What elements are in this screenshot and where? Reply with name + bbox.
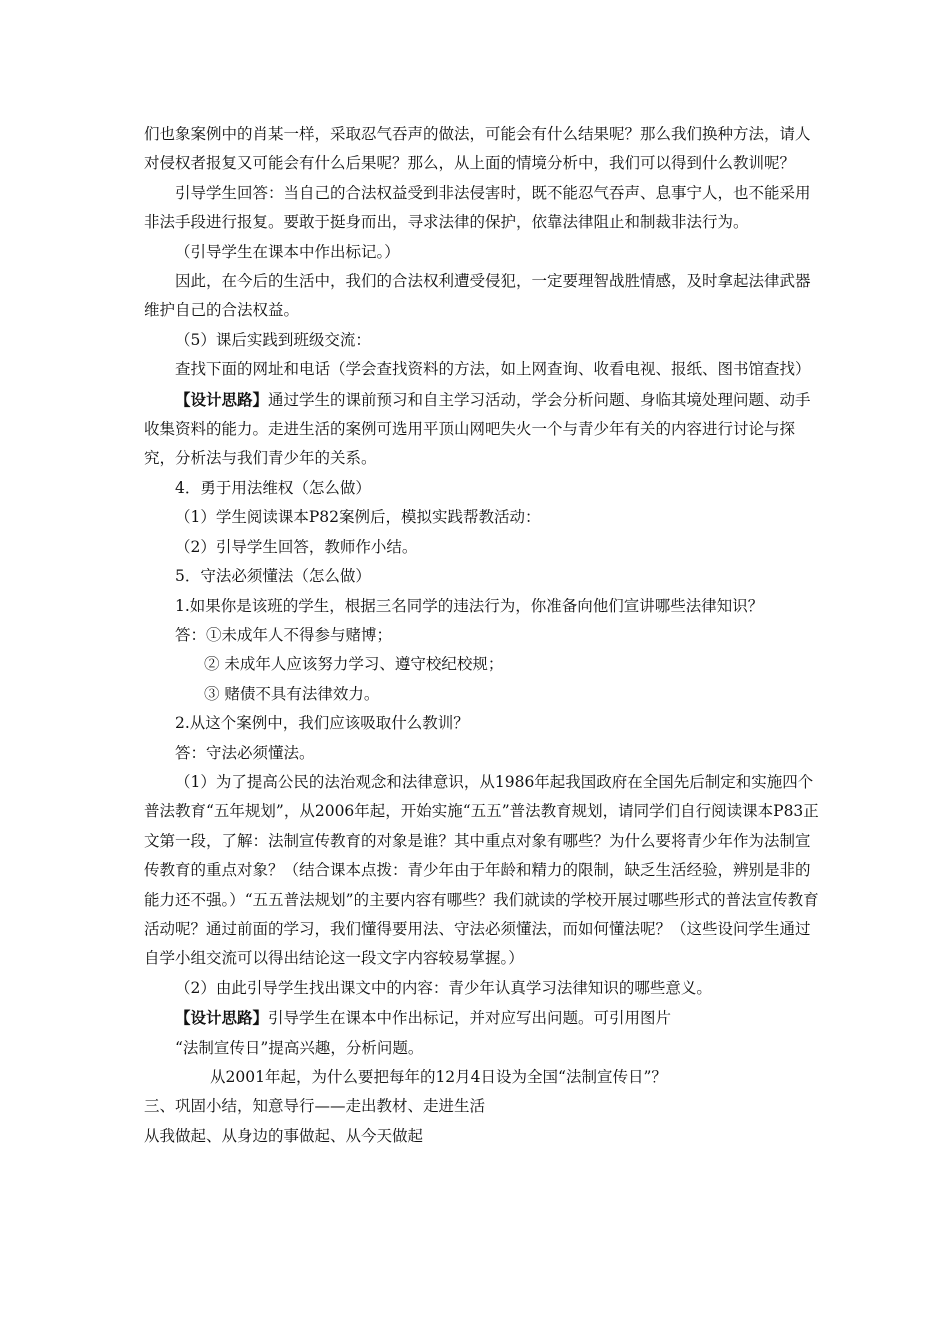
paragraph-lookup: 查找下面的网址和电话（学会查找资料的方法，如上网查询、收看电视、报纸、图书馆查找）	[175, 360, 811, 379]
paragraph-4-2: （2）引导学生回答，教师作小结。	[175, 537, 418, 556]
paragraph-mark-note: （引导学生在课本中作出标记。）	[175, 242, 400, 261]
design-idea-label: 【设计思路】	[175, 1008, 269, 1028]
design-idea-text: 引导学生在课本中作出标记，并对应写出问题。可引用图片	[268, 1009, 672, 1028]
paragraph-design-idea-2	[144, 1003, 824, 1033]
heading-part-3: 三、巩固小结，知意导行——走出教材、走进生活	[144, 1097, 486, 1116]
paragraph-closing: 从我做起、从身边的事做起、从今天做起	[144, 1126, 424, 1145]
paragraph-guided-answer: 引导学生回答：当自己的合法权益受到非法侵害时，既不能忍气吞声、息事宁人，也不能采用非法手段进行报复。要敢于挺身而出，寻求法律的保护，依靠法律阻止和制裁非法行为。	[144, 183, 811, 232]
design-idea-text: 通过学生的课前预习和自主学习活动，学会分析问题、身临其境处理问题、动手收集资料的能力。走进生活的案例可选用平顶山网吧失火一个与青少年有关的内容进行讨论与探究，分析法与我们青少年的关系。	[144, 390, 811, 468]
paragraph-design-idea-1	[144, 385, 824, 474]
paragraph-5-1: （1）为了提高公民的法治观念和法律意识，从1986年起我国政府在全国先后制定和实施四个普法教育“五年规划”，从2006年起，开始实施“五五”普法教育规划，请同学们自行阅读课本P83正文第一段，了解：法制宣传教育的对象是谁？其中重点对象有哪些？为什么要将青少年作为法制宣传教育的重点对象？（结合课本点拨：青少年由于年龄和精力的限制，缺乏生活经验，辨别是非的能力还不强。）“五五普法规划”的主要内容有哪些？我们就读的学校开展过哪些形式的普法宣传教育活动呢？通过前面的学习，我们懂得要用法、守法必须懂法，而如何懂法呢？（这些设问学生通过自学小组交流可以得出结论这一段文字内容较易掌握。）	[144, 772, 819, 968]
heading-section-4: 4．勇于用法维权（怎么做）	[175, 478, 371, 497]
paragraph-5-2: （2）由此引导学生找出课文中的内容：青少年认真学习法律知识的哪些意义。	[175, 978, 712, 997]
paragraph-practice-5: （5）课后实践到班级交流：	[175, 330, 371, 349]
answer-1-item-3: ③ 赌债不具有法律效力。	[204, 684, 380, 703]
answer-1-item-1: 答：①未成年人不得参与赌博；	[175, 625, 393, 644]
paragraph-law-day-question: 从2001年起，为什么要把每年的12月4日设为全国“法制宣传日”？	[210, 1068, 667, 1086]
document-body	[144, 120, 824, 1151]
heading-section-5: 5．守法必须懂法（怎么做）	[175, 567, 371, 586]
question-1: 1.如果你是该班的学生，根据三名同学的违法行为，你准备向他们宣讲哪些法律知识？	[175, 596, 764, 615]
answer-1-item-2: ② 未成年人应该努力学习、遵守校纪校规；	[204, 655, 504, 674]
answer-2: 答：守法必须懂法。	[175, 743, 315, 762]
question-2: 2.从这个案例中，我们应该吸取什么教训？	[175, 714, 469, 733]
paragraph-therefore: 因此，在今后的生活中，我们的合法权利遭受侵犯，一定要理智战胜情感，及时拿起法律武器维护自己的合法权益。	[144, 272, 811, 320]
paragraph-continued-question: 们也象案例中的肖某一样，采取忍气吞声的做法，可能会有什么结果呢？那么我们换种方法，请人对侵权者报复又可能会有什么后果呢？那么，从上面的情境分析中，我们可以得到什么教训呢？	[144, 125, 811, 173]
paragraph-law-day: “法制宣传日”提高兴趣，分析问题。	[175, 1038, 424, 1057]
paragraph-4-1: （1）学生阅读课本P82案例后，模拟实践帮教活动：	[175, 508, 541, 527]
design-idea-label: 【设计思路】	[175, 389, 269, 409]
